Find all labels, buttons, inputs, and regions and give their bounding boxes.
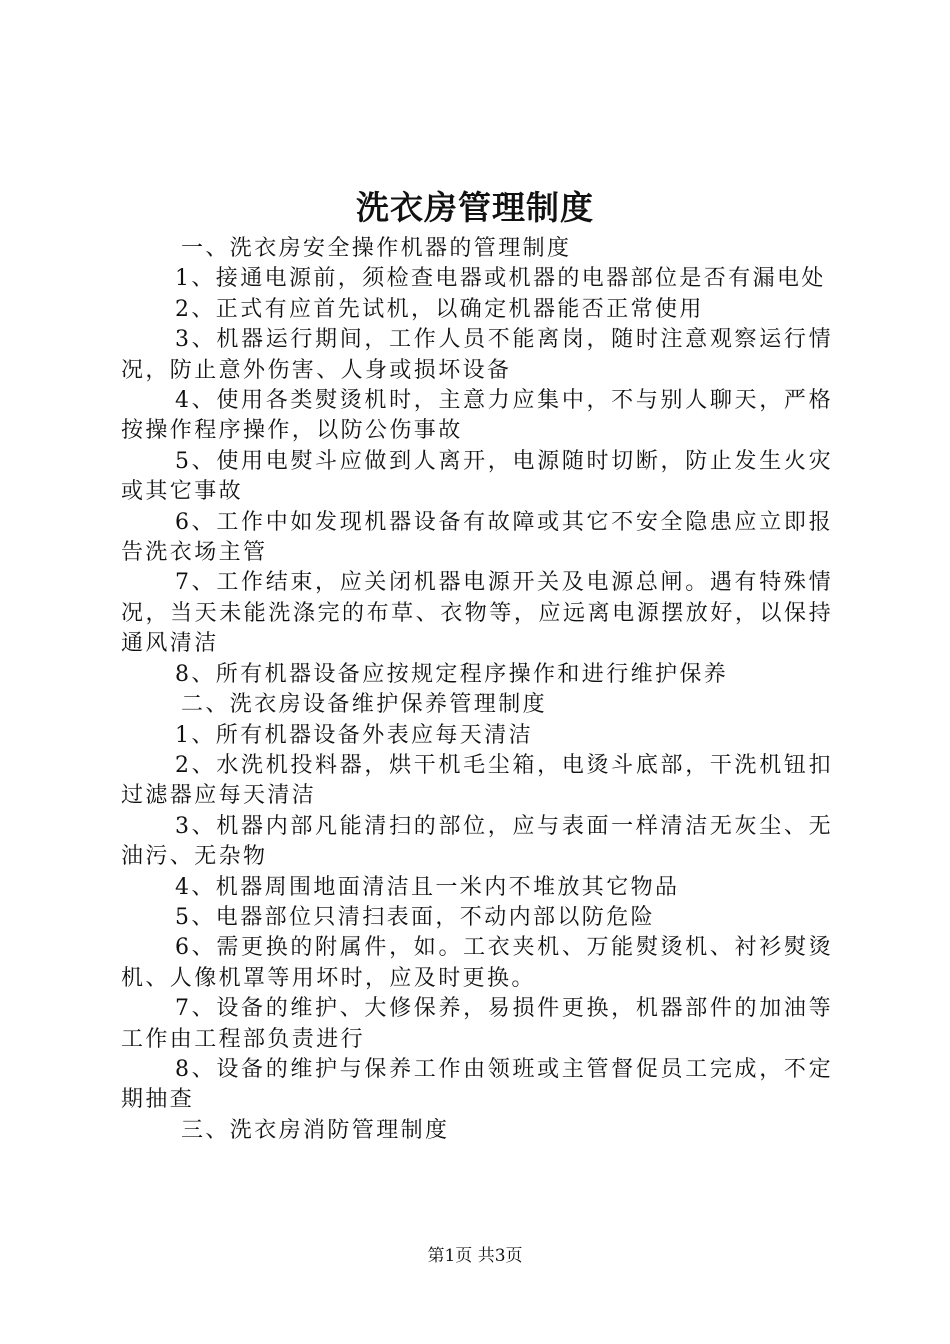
paragraph: 2、正式有应首先试机，以确定机器能否正常使用 [175, 296, 704, 322]
paragraph: 3、机器运行期间，工作人员不能离岗，随时注意观察运行情况，防止意外伤害、人身或损坏设备 [121, 327, 833, 383]
paragraph: 5、电器部位只清扫表面，不动内部以防危险 [175, 904, 655, 930]
paragraph: 4、机器周围地面清洁且一米内不堆放其它物品 [175, 874, 680, 900]
paragraph: 6、需更换的附属件，如。工衣夹机、万能熨烫机、衬衫熨烫机、人像机罩等用坏时，应及时更换。 [121, 935, 833, 991]
paragraph: 1、接通电源前，须检查电器或机器的电器部位是否有漏电处 [175, 266, 826, 292]
paragraph: 3、机器内部凡能清扫的部位，应与表面一样清洁无灰尘、无油污、无杂物 [121, 813, 833, 870]
paragraph: 1、所有机器设备外表应每天清洁 [175, 722, 533, 748]
paragraph: 4、使用各类熨烫机时，主意力应集中，不与别人聊天，严格按操作程序操作，以防公伤事故 [121, 388, 833, 444]
page-number-footer: 第1页 共3页 [427, 1246, 523, 1266]
paragraph: 6、工作中如发现机器设备有故障或其它不安全隐患应立即报告洗衣场主管 [121, 509, 833, 566]
section-heading-2: 二、洗衣房设备维护保养管理制度 [181, 692, 548, 718]
document-body [121, 234, 833, 1146]
paragraph: 7、设备的维护、大修保养，易损件更换，机器部件的加油等工作由工程部负责进行 [121, 996, 833, 1052]
paragraph: 8、所有机器设备应按规定程序操作和进行维护保养 [175, 661, 729, 687]
section-heading-3: 三、洗衣房消防管理制度 [181, 1117, 450, 1143]
paragraph: 7、工作结束，应关闭机器电源开关及电源总闸。遇有特殊情况，当天未能洗涤完的布草、衣物等，应远离电源摆放好，以保持通风清洁 [121, 570, 833, 657]
paragraph: 2、水洗机投料器，烘干机毛尘箱，电烫斗底部，干洗机钮扣过滤器应每天清洁 [121, 752, 833, 809]
document-title: 洗衣房管理制度 [356, 188, 594, 227]
section-heading-1: 一、洗衣房安全操作机器的管理制度 [181, 236, 572, 261]
paragraph: 8、设备的维护与保养工作由领班或主管督促员工完成，不定期抽查 [121, 1056, 833, 1113]
paragraph: 5、使用电熨斗应做到人离开，电源随时切断，防止发生火灾或其它事故 [121, 448, 833, 505]
